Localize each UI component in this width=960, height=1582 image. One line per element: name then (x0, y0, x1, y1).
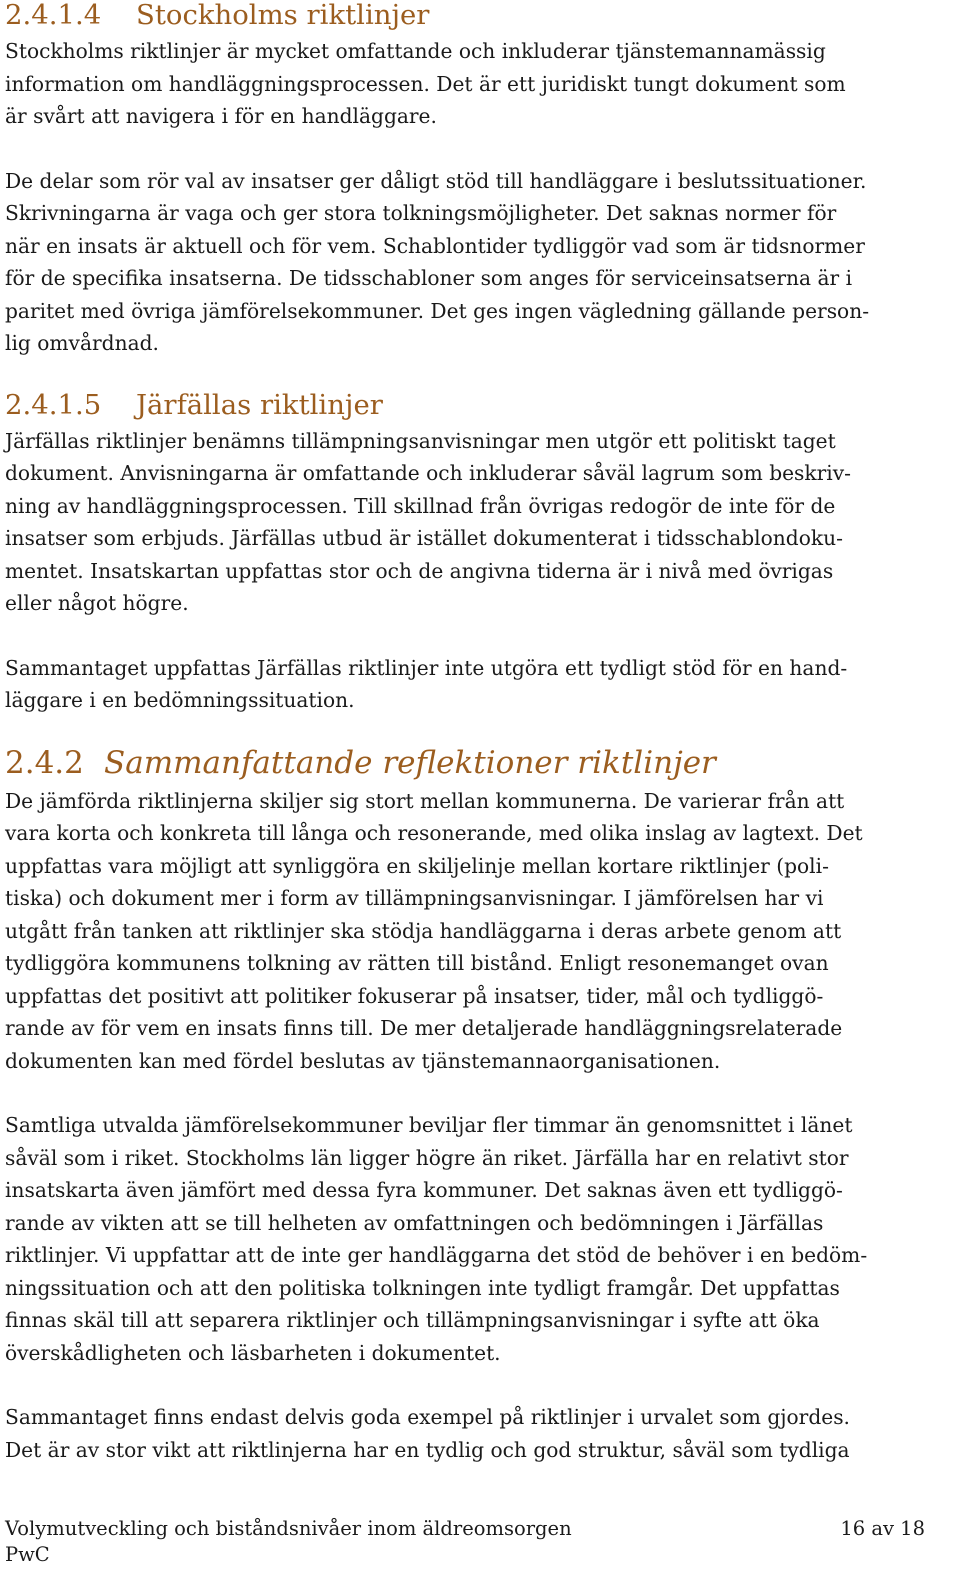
footer-page-indicator: 16 av 18 (840, 1517, 925, 1540)
section-heading-stockholm (5, 0, 950, 32)
page-footer (5, 1516, 925, 1568)
paragraph (5, 785, 950, 1078)
text-line: information om handläggningsprocessen. Det är ett juridiskt tungt dokument som (5, 71, 846, 96)
section-number: 2.4.1.5 (5, 388, 102, 421)
text-line: mentet. Insatskartan uppfattas stor och de angivna tiderna är i nivå med övrigas (5, 558, 834, 583)
text-line: lig omvårdnad. (5, 331, 159, 355)
text-line: dokument. Anvisningarna är omfattande och inkluderar såväl lagrum som beskriv- (5, 461, 851, 485)
footer-document-title: Volymutveckling och biståndsnivåer inom äldreomsorgen (5, 1517, 572, 1540)
text-line: paritet med övriga jämförelsekommuner. Det ges ingen vägledning gällande person- (5, 298, 870, 323)
text-line: såväl som i riket. Stockholms län ligger högre än riket. Järfälla har en relativt stor (5, 1145, 849, 1170)
text-line: insatser som erbjuds. Järfällas utbud är istället dokumenterat i tidsschablondoku- (5, 526, 843, 550)
footer-organization: PwC (5, 1543, 50, 1566)
section-title: Stockholms riktlinjer (136, 0, 430, 31)
text-line: De jämförda riktlinjerna skiljer sig stort mellan kommunerna. De varierar från att (5, 788, 845, 813)
section-number: 2.4.1.4 (5, 0, 102, 31)
text-line: Järfällas riktlinjer benämns tillämpningsanvisningar men utgör ett politiskt taget (5, 428, 836, 453)
text-line: utgått från tanken att riktlinjer ska stödja handläggarna i deras arbete genom att (5, 918, 842, 943)
text-line: för de specifika insatserna. De tidsschabloner som anges för serviceinsatserna är i (5, 266, 853, 290)
text-line: eller något högre. (5, 591, 189, 615)
section-heading-jarfalla (5, 388, 950, 422)
section-title: Järfällas riktlinjer (136, 388, 383, 421)
text-line: överskådligheten och läsbarheten i dokumentet. (5, 1340, 501, 1365)
paragraph (5, 652, 950, 717)
text-line: Skrivningarna är vaga och ger stora tolkningsmöjligheter. Det saknas normer för (5, 201, 837, 225)
text-line: läggare i en bedömningssituation. (5, 688, 355, 712)
paragraph (5, 165, 950, 360)
text-line: finnas skäl till att separera riktlinjer och tillämpningsanvisningar i syfte att öka (5, 1308, 820, 1332)
paragraph (5, 425, 950, 620)
text-line: tydliggöra kommunens tolkning av rätten till bistånd. Enligt resonemanget ovan (5, 951, 829, 975)
text-line: uppfattas vara möjligt att synliggöra en skiljelinje mellan kortare riktlinjer (poli- (5, 853, 829, 878)
paragraph (5, 1109, 950, 1369)
text-line: vara korta och konkreta till långa och resonerande, med olika inslag av lagtext. Det (5, 821, 863, 845)
text-line: dokumenten kan med fördel beslutas av tjänstemannaorganisationen. (5, 1048, 721, 1073)
paragraph (5, 1401, 950, 1466)
text-line: Stockholms riktlinjer är mycket omfattande och inkluderar tjänstemannamässig (5, 39, 826, 63)
section-title: Sammanfattande reflektioner riktlinjer (104, 744, 716, 781)
paragraph (5, 35, 950, 133)
text-line: Sammantaget uppfattas Järfällas riktlinjer inte utgöra ett tydligt stöd för en hand- (5, 655, 848, 680)
section-number: 2.4.2 (5, 744, 84, 781)
text-line: när en insats är aktuell och för vem. Schablontider tydliggör vad som är tidsnormer (5, 233, 865, 258)
document-page (5, 0, 950, 1466)
text-line: Samtliga utvalda jämförelsekommuner beviljar fler timmar än genomsnittet i länet (5, 1113, 853, 1137)
text-line: uppfattas det positivt att politiker fokuserar på insatser, tider, mål och tydliggö- (5, 983, 824, 1008)
footer-row (5, 1516, 925, 1542)
text-line: ning av handläggningsprocessen. Till skillnad från övrigas redogör de inte för de (5, 493, 836, 518)
section-heading-summary (5, 743, 950, 783)
text-line: rande av för vem en insats finns till. De mer detaljerade handläggningsrelaterade (5, 1016, 843, 1040)
text-line: Det är av stor vikt att riktlinjerna har en tydlig och god struktur, såväl som tydliga (5, 1437, 850, 1462)
text-line: riktlinjer. Vi uppfattar att de inte ger handläggarna det stöd de behöver i en bedöm- (5, 1243, 868, 1267)
text-line: rande av vikten att se till helheten av omfattningen och bedömningen i Järfällas (5, 1210, 824, 1235)
text-line: Sammantaget finns endast delvis goda exempel på riktlinjer i urvalet som gjordes. (5, 1405, 850, 1429)
text-line: insatskarta även jämfört med dessa fyra kommuner. Det saknas även ett tydliggö- (5, 1178, 843, 1202)
text-line: De delar som rör val av insatser ger dåligt stöd till handläggare i beslutssituationer. (5, 168, 867, 193)
text-line: är svårt att navigera i för en handläggare. (5, 104, 437, 128)
text-line: tiska) och dokument mer i form av tillämpningsanvisningar. I jämförelsen har vi (5, 886, 824, 910)
text-line: ningssituation och att den politiska tolkningen inte tydligt framgår. Det uppfattas (5, 1275, 840, 1300)
